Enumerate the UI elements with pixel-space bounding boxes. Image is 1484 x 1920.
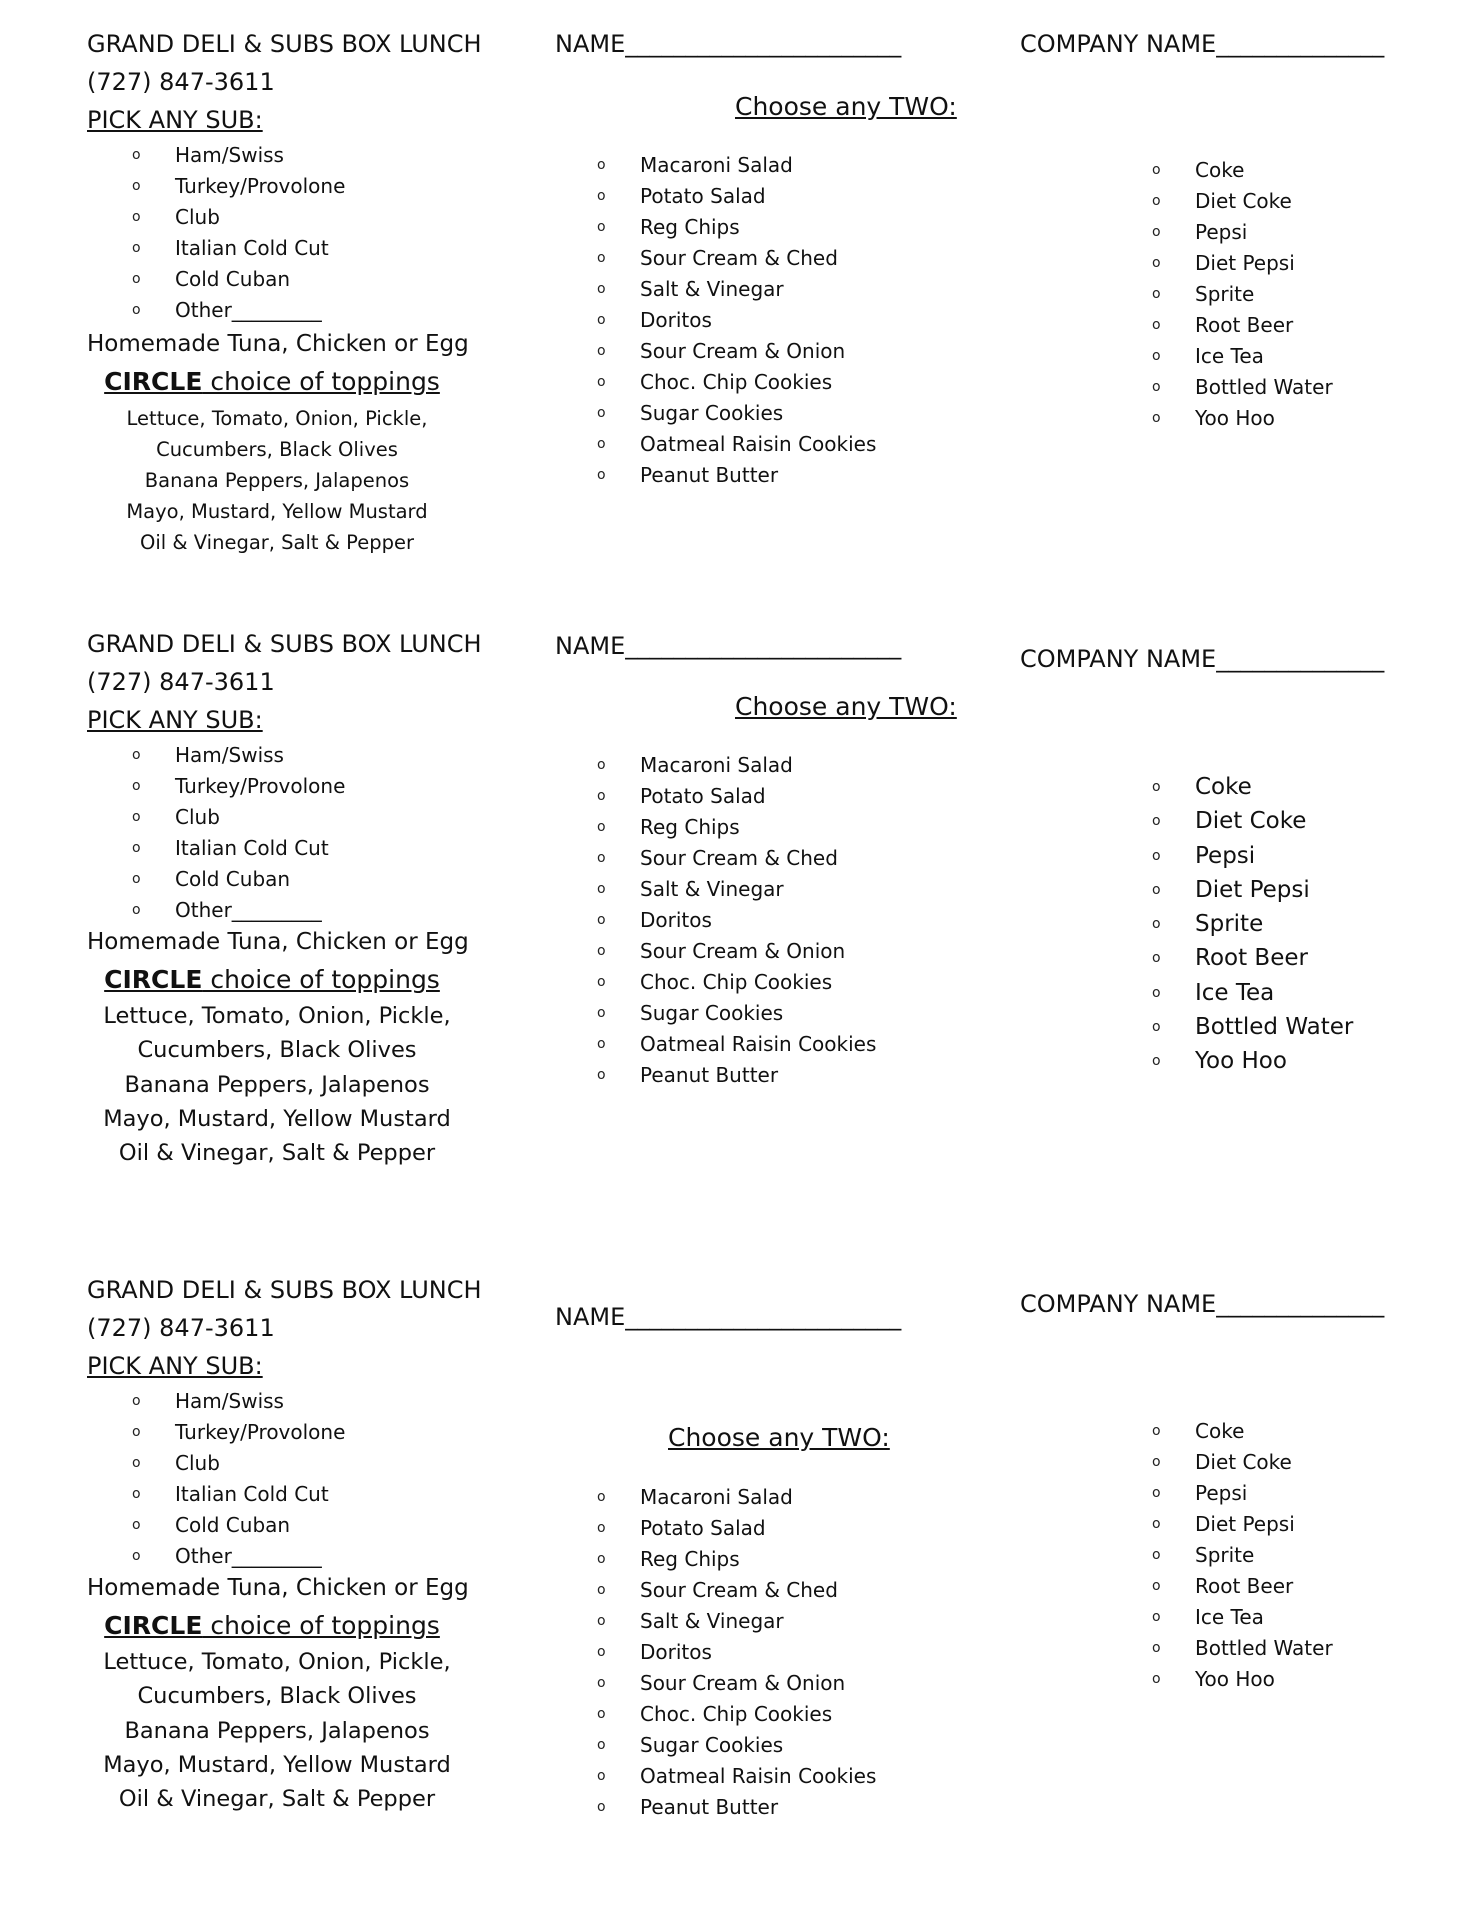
company-name-field[interactable]: COMPANY NAME______________ — [1020, 30, 1385, 58]
option-bullet-icon[interactable]: o — [597, 819, 606, 835]
option-bullet-icon[interactable]: o — [132, 209, 141, 225]
option-bullet-icon[interactable]: o — [597, 1036, 606, 1052]
sub-option[interactable]: o Ham/Swiss — [132, 140, 345, 171]
drink-options — [1152, 155, 1333, 434]
side-option[interactable]: o Sugar Cookies — [597, 398, 876, 429]
toppings-list — [87, 1645, 467, 1816]
option-bullet-icon[interactable]: o — [1152, 224, 1161, 240]
sub-option[interactable]: o Turkey/Provolone — [132, 1417, 345, 1448]
option-bullet-icon[interactable]: o — [597, 912, 606, 928]
drink-options — [1152, 1416, 1333, 1695]
option-bullet-icon[interactable]: o — [132, 1517, 141, 1533]
topping-line[interactable]: Mayo, Mustard, Yellow Mustard — [103, 1105, 451, 1132]
sub-option[interactable]: o Italian Cold Cut — [132, 833, 345, 864]
option-bullet-icon[interactable]: o — [1152, 1485, 1161, 1501]
topping-line[interactable]: Mayo, Mustard, Yellow Mustard — [103, 1751, 451, 1778]
side-option[interactable]: o Sour Cream & Ched — [597, 243, 876, 274]
topping-line[interactable]: Oil & Vinegar, Salt & Pepper — [118, 1786, 436, 1813]
option-bullet-icon[interactable]: o — [597, 1520, 606, 1536]
option-bullet-icon[interactable]: o — [1152, 950, 1161, 967]
topping-line[interactable]: Banana Peppers, Jalapenos — [144, 469, 410, 492]
option-bullet-icon[interactable]: o — [597, 1675, 606, 1691]
topping-line[interactable]: Lettuce, Tomato, Onion, Pickle, — [103, 1649, 451, 1675]
drink-option[interactable]: o Sprite — [1152, 1540, 1333, 1571]
sub-option[interactable]: o Club — [132, 202, 345, 233]
option-bullet-icon[interactable]: o — [597, 1613, 606, 1629]
side-option[interactable]: o Sour Cream & Onion — [597, 936, 876, 967]
sub-options — [132, 740, 345, 926]
option-bullet-icon[interactable]: o — [1152, 317, 1161, 333]
side-option[interactable]: o Macaroni Salad — [597, 150, 876, 181]
option-bullet-icon[interactable]: o — [1152, 255, 1161, 271]
drink-option[interactable]: o Pepsi — [1152, 217, 1333, 248]
drink-option[interactable]: o Ice Tea — [1152, 1602, 1333, 1633]
option-bullet-icon[interactable]: o — [597, 1737, 606, 1753]
option-bullet-icon[interactable]: o — [132, 147, 141, 163]
sub-option-other[interactable]: o Other_________ — [132, 895, 345, 926]
option-bullet-icon[interactable]: o — [597, 1489, 606, 1505]
option-bullet-icon[interactable]: o — [597, 343, 606, 359]
side-option[interactable]: o Reg Chips — [597, 812, 876, 843]
option-bullet-icon[interactable]: o — [1152, 162, 1161, 178]
toppings-heading: CIRCLE choice of toppings — [104, 367, 440, 396]
pick-sub-label: PICK ANY SUB: — [87, 1352, 263, 1380]
option-bullet-icon[interactable]: o — [1152, 1423, 1161, 1439]
sub-option[interactable]: o Italian Cold Cut — [132, 1479, 345, 1510]
drink-option[interactable]: o Diet Pepsi — [1152, 248, 1333, 279]
drink-option[interactable]: o Diet Pepsi — [1152, 873, 1353, 907]
option-bullet-icon[interactable]: o — [597, 1644, 606, 1660]
form-title: GRAND DELI & SUBS BOX LUNCH — [87, 1276, 482, 1304]
drink-option[interactable]: o Root Beer — [1152, 1571, 1333, 1602]
option-bullet-icon[interactable]: o — [597, 1799, 606, 1815]
drink-option[interactable]: o Sprite — [1152, 279, 1333, 310]
side-option[interactable]: o Salt & Vinegar — [597, 274, 876, 305]
choose-two-label: Choose any TWO: — [735, 692, 957, 721]
side-option[interactable]: o Oatmeal Raisin Cookies — [597, 1029, 876, 1060]
option-bullet-icon[interactable]: o — [597, 374, 606, 390]
choose-two-label: Choose any TWO: — [735, 92, 957, 121]
side-option[interactable]: o Sour Cream & Ched — [597, 1575, 876, 1606]
drink-option[interactable]: o Yoo Hoo — [1152, 1044, 1353, 1078]
drink-option[interactable]: o Pepsi — [1152, 839, 1353, 873]
option-bullet-icon[interactable]: o — [1152, 813, 1161, 830]
option-bullet-icon[interactable]: o — [1152, 1019, 1161, 1036]
option-bullet-icon[interactable]: o — [597, 281, 606, 297]
option-bullet-icon[interactable]: o — [597, 250, 606, 266]
side-options — [597, 1482, 876, 1823]
drink-option[interactable]: o Pepsi — [1152, 1478, 1333, 1509]
option-bullet-icon[interactable]: o — [597, 219, 606, 235]
name-field[interactable]: NAME_______________________ — [555, 30, 902, 58]
choose-two-label: Choose any TWO: — [668, 1423, 890, 1452]
sub-option[interactable]: o Cold Cuban — [132, 864, 345, 895]
option-bullet-icon[interactable]: o — [1152, 1578, 1161, 1594]
drink-option[interactable]: o Yoo Hoo — [1152, 403, 1333, 434]
form-title: GRAND DELI & SUBS BOX LUNCH — [87, 30, 482, 58]
drink-option[interactable]: o Ice Tea — [1152, 976, 1353, 1010]
drink-option[interactable]: o Diet Coke — [1152, 804, 1353, 838]
option-bullet-icon[interactable]: o — [1152, 1640, 1161, 1656]
drink-options — [1152, 770, 1353, 1079]
option-bullet-icon[interactable]: o — [597, 757, 606, 773]
drink-option[interactable]: o Diet Coke — [1152, 1447, 1333, 1478]
side-options — [597, 750, 876, 1091]
option-bullet-icon[interactable]: o — [1152, 1547, 1161, 1563]
option-bullet-icon[interactable]: o — [597, 1067, 606, 1083]
side-option[interactable]: o Reg Chips — [597, 212, 876, 243]
option-bullet-icon[interactable]: o — [1152, 286, 1161, 302]
side-option[interactable]: o Choc. Chip Cookies — [597, 1699, 876, 1730]
drink-option[interactable]: o Coke — [1152, 155, 1333, 186]
side-option[interactable]: o Peanut Butter — [597, 1792, 876, 1823]
option-bullet-icon[interactable]: o — [1152, 984, 1161, 1001]
option-bullet-icon[interactable]: o — [597, 436, 606, 452]
option-bullet-icon[interactable]: o — [1152, 1671, 1161, 1687]
side-option[interactable]: o Oatmeal Raisin Cookies — [597, 1761, 876, 1792]
pick-sub-label: PICK ANY SUB: — [87, 706, 263, 734]
option-bullet-icon[interactable]: o — [1152, 847, 1161, 864]
sub-option[interactable]: o Turkey/Provolone — [132, 171, 345, 202]
drink-option[interactable]: o Bottled Water — [1152, 1633, 1333, 1664]
option-bullet-icon[interactable]: o — [132, 271, 141, 287]
side-option[interactable]: o Reg Chips — [597, 1544, 876, 1575]
company-name-field[interactable]: COMPANY NAME______________ — [1020, 645, 1385, 673]
option-bullet-icon[interactable]: o — [1152, 348, 1161, 364]
option-bullet-icon[interactable]: o — [132, 778, 141, 794]
sub-option[interactable]: o Turkey/Provolone — [132, 771, 345, 802]
option-bullet-icon[interactable]: o — [132, 809, 141, 825]
phone-number: (727) 847-3611 — [87, 1314, 275, 1342]
option-bullet-icon[interactable]: o — [1152, 916, 1161, 933]
option-bullet-icon[interactable]: o — [1152, 1454, 1161, 1470]
option-bullet-icon[interactable]: o — [597, 943, 606, 959]
option-bullet-icon[interactable]: o — [1152, 779, 1161, 795]
toppings-heading: CIRCLE choice of toppings — [104, 1611, 440, 1640]
company-name-field[interactable]: COMPANY NAME______________ — [1020, 1290, 1385, 1318]
homemade-note: Homemade Tuna, Chicken or Egg — [87, 929, 469, 955]
side-option[interactable]: o Sour Cream & Onion — [597, 1668, 876, 1699]
option-bullet-icon[interactable]: o — [597, 974, 606, 990]
drink-option[interactable]: o Ice Tea — [1152, 341, 1333, 372]
sub-option[interactable]: o Club — [132, 802, 345, 833]
topping-line[interactable]: Oil & Vinegar, Salt & Pepper — [118, 1140, 436, 1167]
name-field[interactable]: NAME_______________________ — [555, 632, 902, 660]
side-option[interactable]: o Potato Salad — [597, 781, 876, 812]
side-option[interactable]: o Doritos — [597, 905, 876, 936]
drink-option[interactable]: o Coke — [1152, 1416, 1333, 1447]
sub-options — [132, 1386, 345, 1572]
option-bullet-icon[interactable]: o — [597, 188, 606, 204]
pick-sub-label: PICK ANY SUB: — [87, 106, 263, 134]
option-bullet-icon[interactable]: o — [597, 467, 606, 483]
option-bullet-icon[interactable]: o — [1152, 193, 1161, 209]
option-bullet-icon[interactable]: o — [132, 1424, 141, 1440]
sub-option[interactable]: o Italian Cold Cut — [132, 233, 345, 264]
option-bullet-icon[interactable]: o — [132, 1486, 141, 1502]
option-bullet-icon[interactable]: o — [1152, 1609, 1161, 1625]
topping-line[interactable]: Cucumbers, Black Olives — [137, 1037, 417, 1064]
sub-option-other[interactable]: o Other_________ — [132, 1541, 345, 1572]
drink-option[interactable]: o Bottled Water — [1152, 372, 1333, 403]
option-bullet-icon[interactable]: o — [597, 312, 606, 328]
drink-option[interactable]: o Sprite — [1152, 907, 1353, 941]
side-option[interactable]: o Choc. Chip Cookies — [597, 367, 876, 398]
topping-line[interactable]: Cucumbers, Black Olives — [137, 1683, 417, 1710]
side-options — [597, 150, 876, 491]
option-bullet-icon[interactable]: o — [132, 902, 141, 918]
homemade-note: Homemade Tuna, Chicken or Egg — [87, 331, 469, 357]
option-bullet-icon[interactable]: o — [132, 871, 141, 887]
option-bullet-icon[interactable]: o — [132, 1393, 141, 1409]
topping-line[interactable]: Cucumbers, Black Olives — [156, 438, 398, 461]
side-option[interactable]: o Potato Salad — [597, 1513, 876, 1544]
side-option[interactable]: o Sugar Cookies — [597, 998, 876, 1029]
topping-line[interactable]: Oil & Vinegar, Salt & Pepper — [139, 531, 415, 554]
side-option[interactable]: o Sugar Cookies — [597, 1730, 876, 1761]
side-option[interactable]: o Doritos — [597, 1637, 876, 1668]
topping-line[interactable]: Lettuce, Tomato, Onion, Pickle, — [126, 407, 428, 430]
option-bullet-icon[interactable]: o — [597, 850, 606, 866]
side-option[interactable]: o Salt & Vinegar — [597, 1606, 876, 1637]
option-bullet-icon[interactable]: o — [597, 157, 606, 173]
drink-option[interactable]: o Root Beer — [1152, 941, 1353, 975]
side-option[interactable]: o Oatmeal Raisin Cookies — [597, 429, 876, 460]
toppings-list — [87, 999, 467, 1170]
drink-option[interactable]: o Bottled Water — [1152, 1010, 1353, 1044]
side-option[interactable]: o Macaroni Salad — [597, 750, 876, 781]
option-bullet-icon[interactable]: o — [132, 1455, 141, 1471]
option-bullet-icon[interactable]: o — [597, 1706, 606, 1722]
name-field[interactable]: NAME_______________________ — [555, 1303, 902, 1331]
option-bullet-icon[interactable]: o — [1152, 379, 1161, 395]
option-bullet-icon[interactable]: o — [132, 178, 141, 194]
option-bullet-icon[interactable]: o — [597, 1768, 606, 1784]
toppings-heading: CIRCLE choice of toppings — [104, 965, 440, 994]
homemade-note: Homemade Tuna, Chicken or Egg — [87, 1575, 469, 1601]
sub-option[interactable]: o Club — [132, 1448, 345, 1479]
option-bullet-icon[interactable]: o — [597, 881, 606, 897]
option-bullet-icon[interactable]: o — [132, 840, 141, 856]
side-option[interactable]: o Sour Cream & Onion — [597, 336, 876, 367]
side-option[interactable]: o Doritos — [597, 305, 876, 336]
side-option[interactable]: o Macaroni Salad — [597, 1482, 876, 1513]
form-title: GRAND DELI & SUBS BOX LUNCH — [87, 630, 482, 658]
sub-option[interactable]: o Ham/Swiss — [132, 740, 345, 771]
side-option[interactable]: o Peanut Butter — [597, 460, 876, 491]
sub-options — [132, 140, 345, 326]
side-option[interactable]: o Salt & Vinegar — [597, 874, 876, 905]
topping-line[interactable]: Banana Peppers, Jalapenos — [124, 1717, 430, 1744]
drink-option[interactable]: o Diet Coke — [1152, 186, 1333, 217]
option-bullet-icon[interactable]: o — [1152, 410, 1161, 426]
topping-line[interactable]: Mayo, Mustard, Yellow Mustard — [126, 500, 428, 523]
side-option[interactable]: o Peanut Butter — [597, 1060, 876, 1091]
option-bullet-icon[interactable]: o — [1152, 881, 1161, 898]
option-bullet-icon[interactable]: o — [1152, 1053, 1161, 1070]
option-bullet-icon[interactable]: o — [597, 405, 606, 421]
sub-option[interactable]: o Ham/Swiss — [132, 1386, 345, 1417]
option-bullet-icon[interactable]: o — [132, 302, 141, 318]
option-bullet-icon[interactable]: o — [132, 240, 141, 256]
drink-option[interactable]: o Diet Pepsi — [1152, 1509, 1333, 1540]
option-bullet-icon[interactable]: o — [597, 1005, 606, 1021]
side-option[interactable]: o Sour Cream & Ched — [597, 843, 876, 874]
drink-option[interactable]: o Coke — [1152, 770, 1353, 804]
side-option[interactable]: o Potato Salad — [597, 181, 876, 212]
drink-option[interactable]: o Root Beer — [1152, 310, 1333, 341]
sub-option[interactable]: o Cold Cuban — [132, 264, 345, 295]
phone-number: (727) 847-3611 — [87, 68, 275, 96]
side-option[interactable]: o Choc. Chip Cookies — [597, 967, 876, 998]
toppings-list — [87, 403, 467, 558]
sub-option-other[interactable]: o Other_________ — [132, 295, 345, 326]
option-bullet-icon[interactable]: o — [1152, 1516, 1161, 1532]
topping-line[interactable]: Lettuce, Tomato, Onion, Pickle, — [103, 1003, 451, 1029]
drink-option[interactable]: o Yoo Hoo — [1152, 1664, 1333, 1695]
option-bullet-icon[interactable]: o — [132, 747, 141, 763]
option-bullet-icon[interactable]: o — [597, 788, 606, 804]
phone-number: (727) 847-3611 — [87, 668, 275, 696]
option-bullet-icon[interactable]: o — [597, 1551, 606, 1567]
sub-option[interactable]: o Cold Cuban — [132, 1510, 345, 1541]
topping-line[interactable]: Banana Peppers, Jalapenos — [124, 1071, 430, 1098]
option-bullet-icon[interactable]: o — [597, 1582, 606, 1598]
option-bullet-icon[interactable]: o — [132, 1548, 141, 1564]
